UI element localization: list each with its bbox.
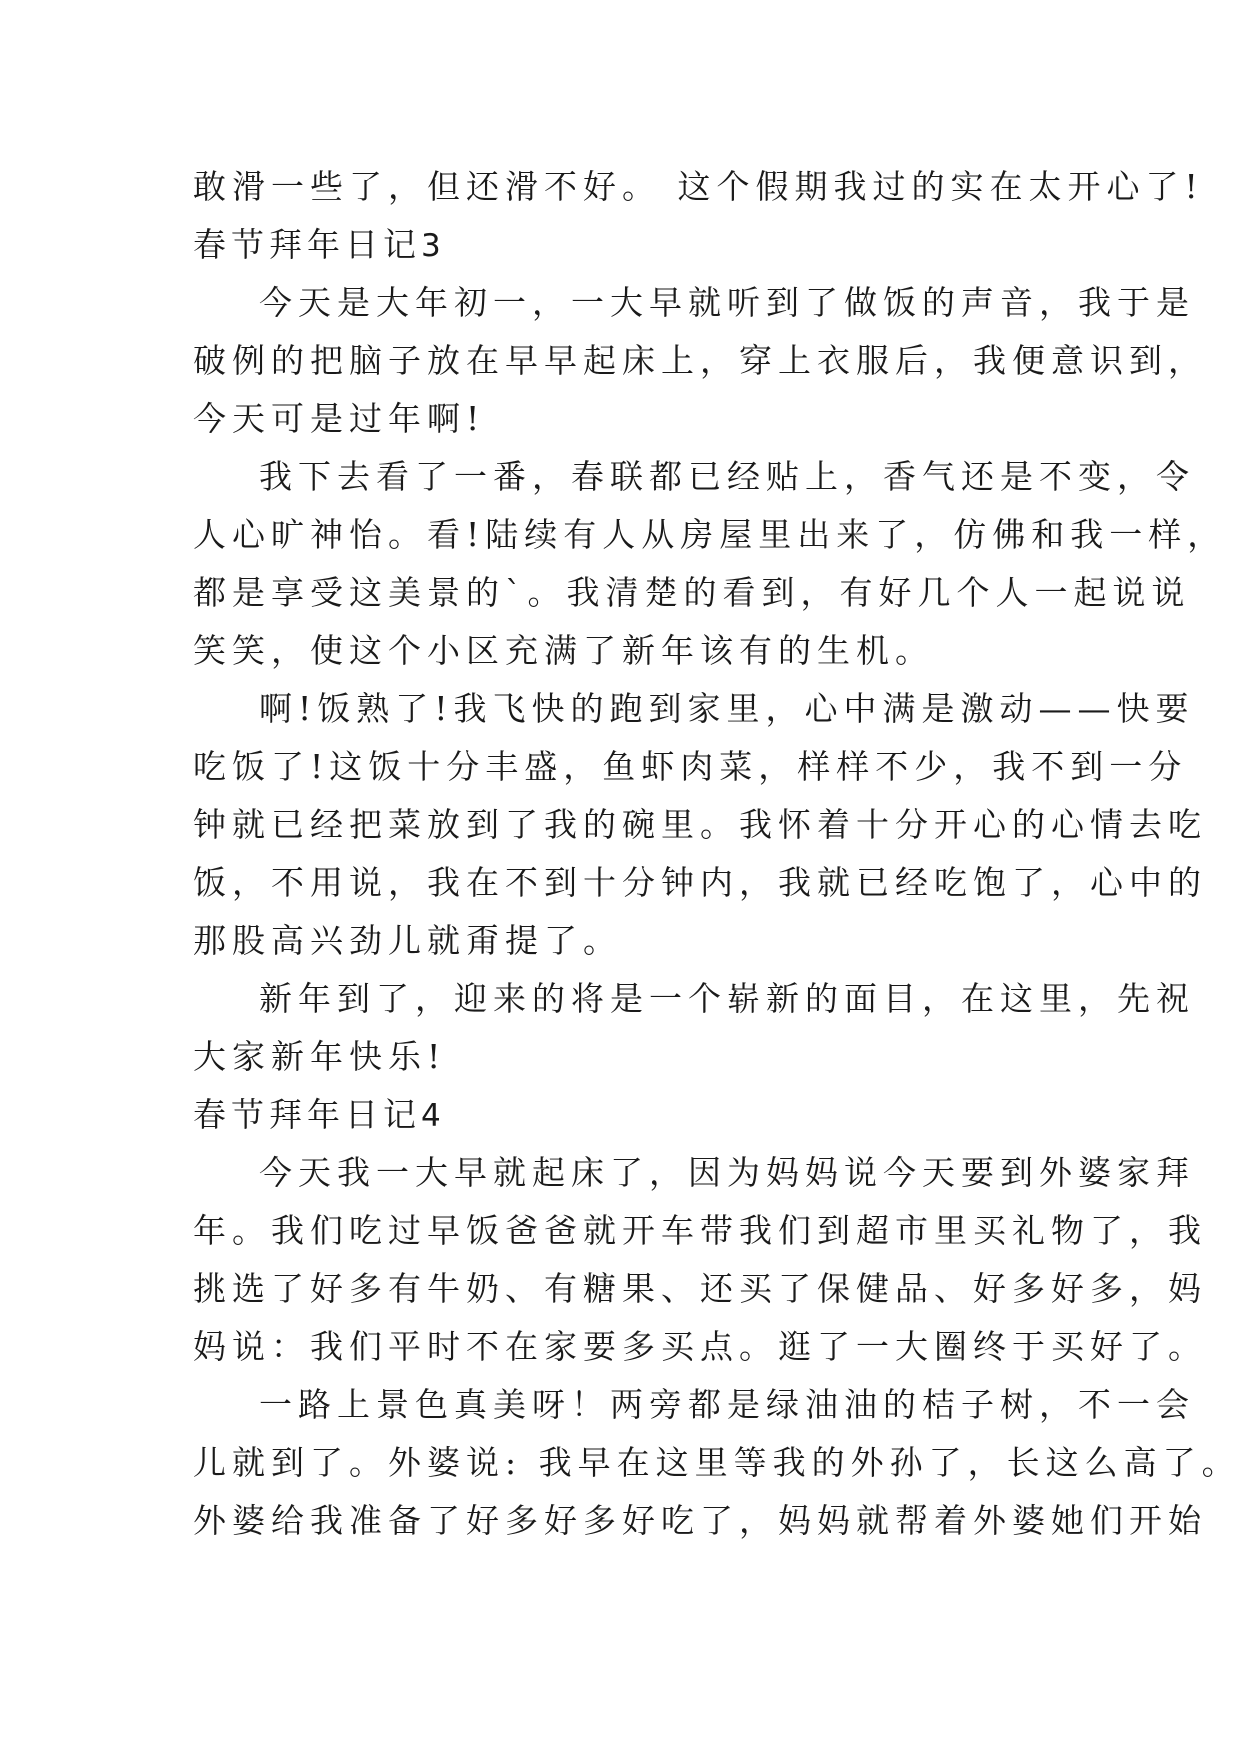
document-body	[193, 158, 1241, 1550]
text-line: 那股高兴劲儿就甭提了。	[193, 921, 622, 960]
paragraph-start: 我下去看了一番，春联都已经贴上，香气还是不变，令	[259, 457, 1195, 496]
paragraph-start: 啊!饭熟了!我飞快的跑到家里，心中满是激动——快要	[259, 689, 1195, 728]
text-line: 破例的把脑子放在早早起床上，穿上衣服后，我便意识到，	[193, 341, 1207, 380]
text-line: 今天可是过年啊!	[193, 399, 486, 438]
text-line: 大家新年快乐!	[193, 1037, 447, 1076]
text-line: 钟就已经把菜放到了我的碗里。我怀着十分开心的心情去吃	[193, 805, 1207, 844]
paragraph-start: 今天我一大早就起床了，因为妈妈说今天要到外婆家拜	[259, 1153, 1195, 1192]
text-line: 都是享受这美景的`。我清楚的看到，有好几个人一起说说	[193, 573, 1191, 612]
heading-number: 4	[421, 1098, 441, 1134]
diary-heading-3	[193, 216, 1073, 274]
text-line: 笑笑，使这个小区充满了新年该有的生机。	[193, 631, 934, 670]
text-line: 吃饭了!这饭十分丰盛，鱼虾肉菜，样样不少，我不到一分	[193, 747, 1188, 786]
paragraph-start: 新年到了，迎来的将是一个崭新的面目，在这里，先祝	[259, 979, 1195, 1018]
text-line: 饭，不用说，我在不到十分钟内，我就已经吃饱了，心中的	[193, 863, 1207, 902]
paragraph-start: 一路上景色真美呀！两旁都是绿油油的桔子树，不一会	[259, 1385, 1195, 1424]
heading-text: 春节拜年日记	[193, 225, 421, 264]
text-line: 外婆给我准备了好多好多好吃了，妈妈就帮着外婆她们开始	[193, 1501, 1207, 1540]
text-line: 挑选了好多有牛奶、有糖果、还买了保健品、好多好多，妈	[193, 1269, 1207, 1308]
text-line: 敢滑一些了，但还滑不好。 这个假期我过的实在太开心了!	[193, 167, 1204, 206]
text-line: 年。我们吃过早饭爸爸就开车带我们到超市里买礼物了，我	[193, 1211, 1207, 1250]
heading-number: 3	[421, 228, 441, 264]
paragraph-start: 今天是大年初一，一大早就听到了做饭的声音，我于是	[259, 283, 1195, 322]
text-line: 妈说：我们平时不在家要多买点。逛了一大圈终于买好了。	[193, 1327, 1207, 1366]
heading-text: 春节拜年日记	[193, 1095, 421, 1134]
diary-heading-4	[193, 1086, 1073, 1144]
text-line: 人心旷神怡。看!陆续有人从房屋里出来了，仿佛和我一样，	[193, 515, 1227, 554]
text-line: 儿就到了。外婆说: 我早在这里等我的外孙了，长这么高了。	[193, 1443, 1241, 1482]
